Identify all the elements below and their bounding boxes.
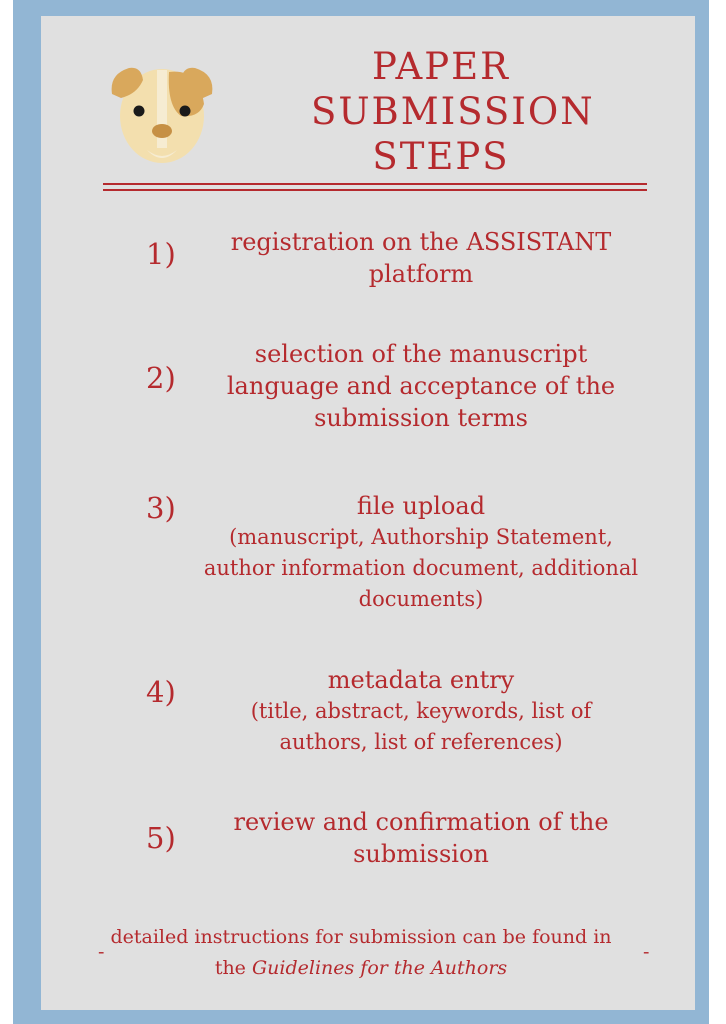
divider [103,183,647,185]
step-title: registration on the ASSISTANT platform [230,228,612,288]
title-line: SUBMISSION [311,90,595,133]
title-line: STEPS [372,135,510,178]
footer-text: detailed instructions for submission can be found in the [110,926,612,979]
step-title: selection of the manuscript language and acceptance of the submission terms [226,340,616,432]
card [41,16,695,1010]
step-text [221,226,621,290]
step-text [201,490,641,615]
footer-dash: - [98,941,105,963]
guidelines-link[interactable]: Guidelines for the Authors [251,957,508,979]
step-detail: (title, abstract, keywords, list of authors, list of references) [250,699,592,754]
step-number: 3) [146,491,176,525]
step-number: 2) [146,361,176,395]
step-detail: (manuscript, Authorship Statement, author information document, additional documents) [203,525,639,611]
footer-dash: - [643,941,650,963]
step-text [213,806,629,870]
step-text [213,338,629,434]
title-line: PAPER [372,45,510,88]
page-border [13,0,709,1024]
step-title: review and confirmation of the submission [233,808,609,868]
step-number: 5) [146,821,176,855]
step-title: metadata entry [327,666,515,694]
dog-face-icon [107,54,217,169]
step-title: file upload [356,492,486,520]
step-text [213,664,629,758]
footer-note [101,922,621,984]
step-number: 4) [146,675,176,709]
step-number: 1) [146,237,176,271]
divider [103,189,647,191]
page-title [311,44,595,179]
